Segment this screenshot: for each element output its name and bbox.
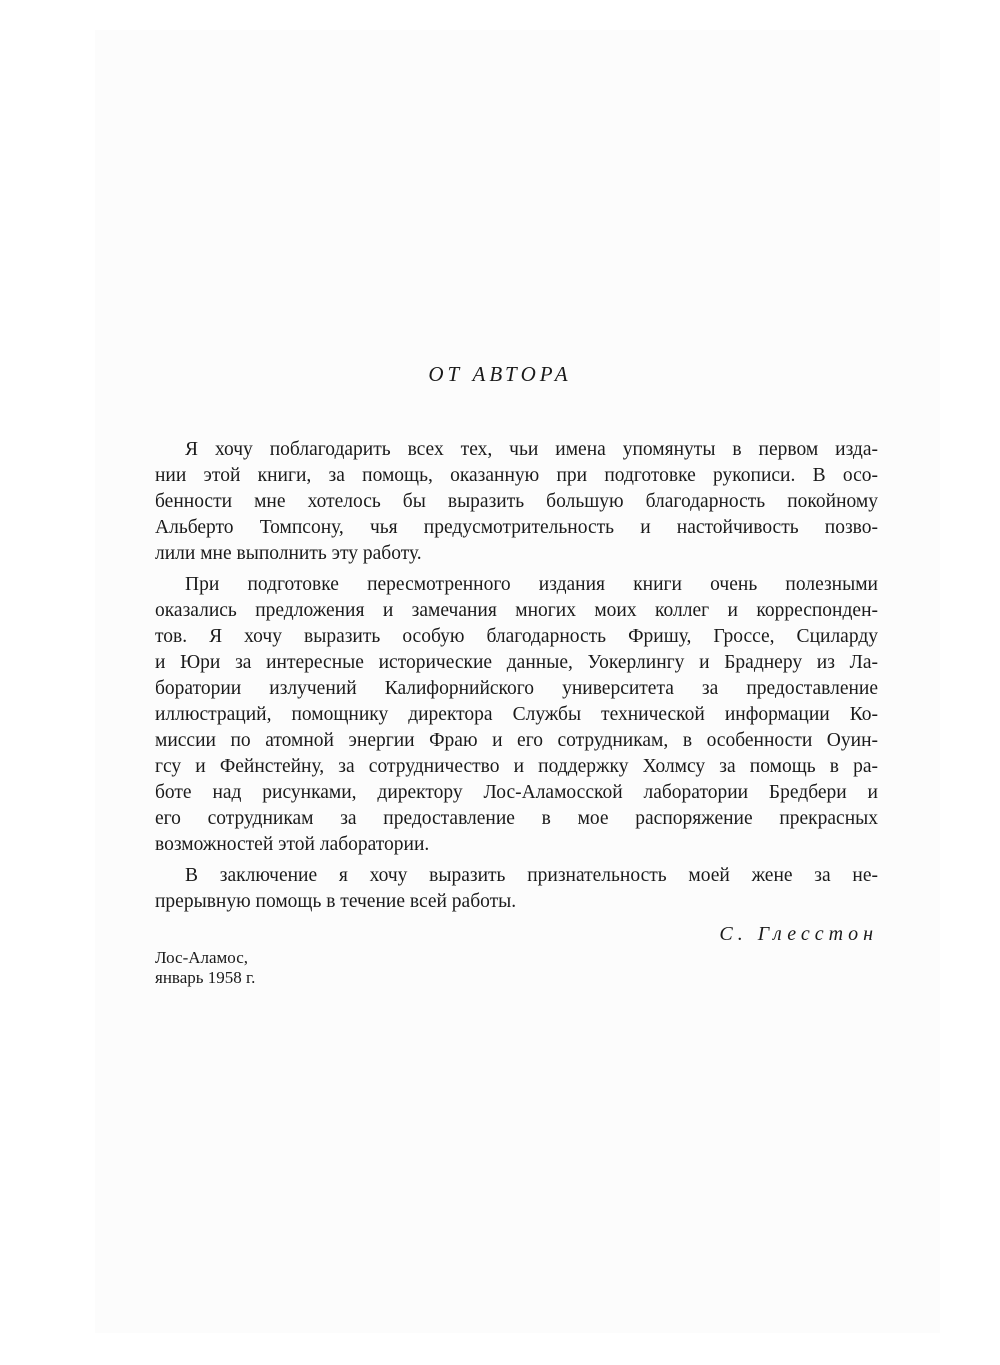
text-line: иллюстраций, помощнику директора Службы технической информации Ко-	[155, 704, 878, 725]
text-line: лили мне выполнить эту работу.	[155, 543, 422, 564]
text-line: оказались предложения и замечания многих моих коллег и корреспонден-	[155, 600, 878, 621]
text-line: и Юри за интересные исторические данные, Уокерлингу и Браднеру из Ла-	[155, 652, 878, 673]
text-line: боратории излучений Калифорнийского университета за предоставление	[155, 678, 878, 699]
paragraph-2	[155, 572, 878, 858]
preface-body	[155, 437, 878, 915]
text-line: При подготовке пересмотренного издания книги очень полезными	[185, 574, 878, 595]
text-line: возможностей этой лаборатории.	[155, 834, 430, 855]
page-title: ОТ АВТОРА	[428, 362, 572, 386]
text-line: бенности мне хотелось бы выразить большую благодарность покойному	[155, 491, 878, 512]
text-line: тов. Я хочу выразить особую благодарность Фришу, Гроссе, Сциларду	[155, 626, 878, 647]
text-line: миссии по атомной энергии Фраю и его сотрудникам, в особенности Оуин-	[155, 730, 878, 751]
paragraph-3	[155, 863, 878, 915]
place-date	[155, 948, 255, 988]
date: январь 1958 г.	[155, 968, 256, 987]
text-line: боте над рисунками, директору Лос-Аламосской лаборатории Бредбери и	[155, 782, 878, 803]
paragraph-1	[155, 437, 878, 567]
text-line: прерывную помощь в течение всей работы.	[155, 891, 517, 912]
text-line: Альберто Томпсону, чья предусмотрительность и настойчивость позво-	[155, 517, 878, 538]
text-line: его сотрудникам за предоставление в мое распоряжение прекрасных	[155, 808, 878, 829]
text-line: Я хочу поблагодарить всех тех, чьи имена упомянуты в первом изда-	[185, 439, 878, 460]
author-signature: С. Глесстон	[719, 923, 878, 945]
text-line: гсу и Фейнстейну, за сотрудничество и поддержку Холмсу за помощь в ра-	[155, 756, 878, 777]
text-line: нии этой книги, за помощь, оказанную при подготовке рукописи. В осо-	[155, 465, 878, 486]
place: Лос-Аламос,	[155, 948, 249, 967]
text-line: В заключение я хочу выразить признательность моей жене за не-	[185, 865, 878, 886]
